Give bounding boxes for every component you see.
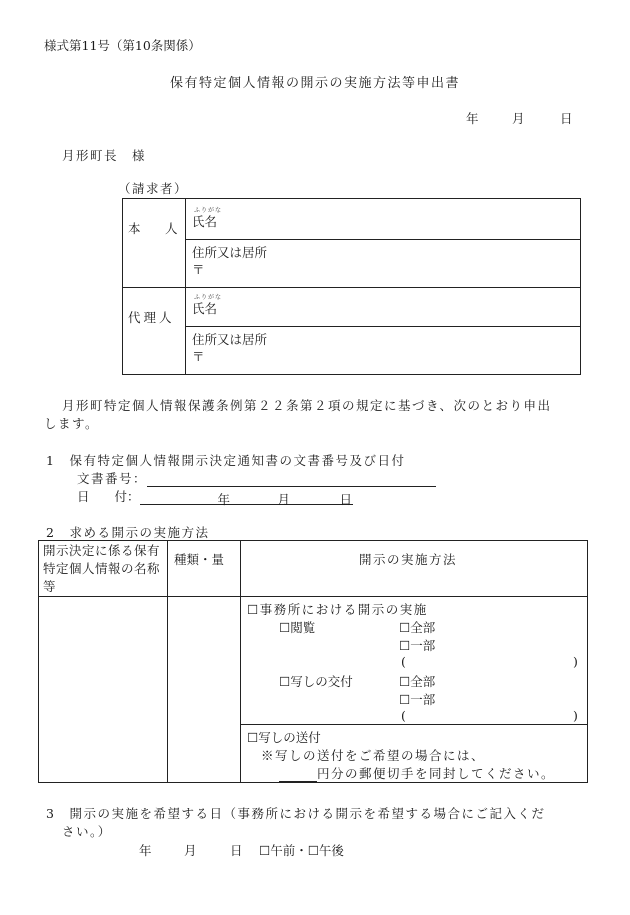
mail-note-2: 円分の郵便切手を同封してください。 <box>317 766 556 781</box>
col3-header-cell <box>241 541 588 597</box>
date-month: 月 <box>512 111 525 126</box>
self-label: 本 人 <box>128 221 184 236</box>
notice-date-year: 年 <box>217 492 231 507</box>
doc-number-label: 文書番号： <box>77 471 148 486</box>
viewing-paren-close: ) <box>573 654 578 669</box>
form-number: 様式第11号（第10条関係） <box>44 38 201 53</box>
preferred-day: 日 <box>230 843 243 858</box>
mail-note-1: ※写しの送付をご希望の場合には、 <box>261 748 486 763</box>
intro-text-line-2: します。 <box>44 416 100 431</box>
section3-heading-line-2: さい。） <box>62 824 112 839</box>
agent-name-label: ふりがな 氏名 <box>192 294 223 316</box>
office-option[interactable]: ☐事務所における開示の実施 <box>247 602 428 617</box>
self-address-label: 住所又は居所 <box>192 245 268 260</box>
stamp-amount-field[interactable] <box>279 767 317 782</box>
notice-date-day: 日 <box>339 492 353 507</box>
self-postal-mark: 〒 <box>192 262 205 277</box>
col3-header: 開示の実施方法 <box>359 552 458 567</box>
agent-name-ruby: ふりがな <box>194 294 223 301</box>
mail-method-cell <box>241 725 588 783</box>
requester-table <box>122 198 581 375</box>
self-name-ruby: ふりがな <box>194 207 223 214</box>
viewing-paren-open: ( <box>401 654 406 669</box>
intro-text-line-1: 月形町特定個人情報保護条例第２２条第２項の規定に基づき、次のとおり申出 <box>62 398 552 413</box>
section1-heading: 1 保有特定個人情報開示決定通知書の文書番号及び日付 <box>46 453 406 468</box>
date-year: 年 <box>466 111 479 126</box>
copy-part-option[interactable]: ☐一部 <box>399 692 436 707</box>
agent-address-cell[interactable] <box>186 327 581 375</box>
notice-date-month: 月 <box>277 492 291 507</box>
copy-delivery-option[interactable]: ☐写しの交付 <box>279 674 353 689</box>
agent-postal-mark: 〒 <box>192 349 205 364</box>
viewing-part-option[interactable]: ☐一部 <box>399 638 436 653</box>
preferred-year: 年 <box>139 843 152 858</box>
copy-paren-close: ) <box>573 708 578 723</box>
col1-header-cell <box>39 541 168 597</box>
self-label-cell <box>123 199 186 288</box>
col2-header: 種類・量 <box>174 552 225 567</box>
requester-heading: （請求者） <box>118 181 189 196</box>
agent-label: 代理人 <box>128 310 175 325</box>
notice-date-row <box>77 487 353 505</box>
type-quantity-cell[interactable] <box>168 597 241 783</box>
am-pm-options[interactable]: ☐午前・☐午後 <box>259 843 344 858</box>
method-table <box>38 540 588 783</box>
info-name-cell[interactable] <box>39 597 168 783</box>
col2-header-cell <box>168 541 241 597</box>
agent-name-cell[interactable] <box>186 288 581 327</box>
viewing-all-option[interactable]: ☐全部 <box>399 620 436 635</box>
office-method-cell <box>241 597 588 725</box>
mail-option[interactable]: ☐写しの送付 <box>247 730 321 745</box>
page-title: 保有特定個人情報の開示の実施方法等申出書 <box>170 76 461 91</box>
notice-date-label: 日 付： <box>77 489 140 504</box>
date-day: 日 <box>560 111 573 126</box>
self-name-label: ふりがな 氏名 <box>192 207 223 229</box>
notice-date-field[interactable] <box>140 490 353 505</box>
self-address-cell[interactable] <box>186 240 581 288</box>
col1-header: 開示決定に係る保有特定個人情報の名称等 <box>43 543 161 594</box>
agent-address-label: 住所又は居所 <box>192 332 268 347</box>
preferred-month: 月 <box>184 843 197 858</box>
section3-heading-line-1: 3 開示の実施を希望する日（事務所における開示を希望する場合にご記入くだ <box>46 806 546 821</box>
mail-note-2-row <box>279 764 555 782</box>
copy-paren-open: ( <box>401 708 406 723</box>
viewing-option[interactable]: ☐閲覧 <box>279 620 316 635</box>
addressee: 月形町長 様 <box>62 148 147 163</box>
self-name-cell[interactable] <box>186 199 581 240</box>
agent-label-cell <box>123 288 186 375</box>
doc-number-field[interactable] <box>147 472 436 487</box>
doc-number-row <box>77 469 436 487</box>
section2-heading: 2 求める開示の実施方法 <box>46 525 210 540</box>
copy-all-option[interactable]: ☐全部 <box>399 674 436 689</box>
